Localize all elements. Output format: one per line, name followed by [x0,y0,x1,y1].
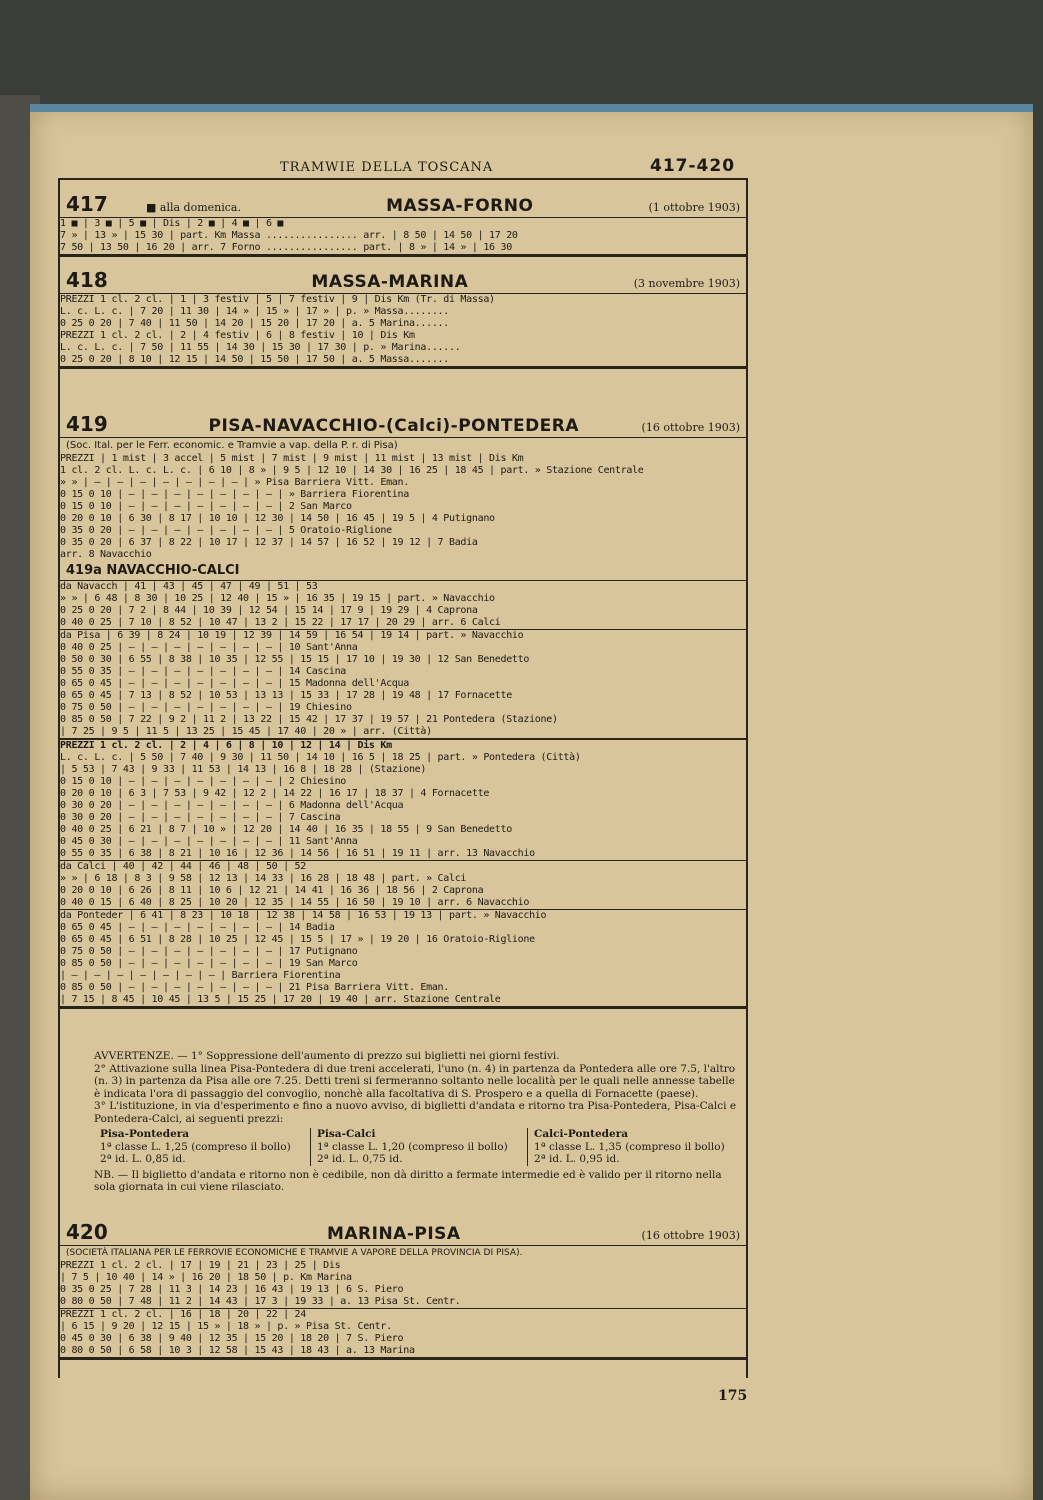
table-row: 0 80 0 50 | 6 58 | 10 3 | 12 58 | 15 43 | 18 43 | a. 13 Marina [60,1345,415,1356]
table-row: | — | — | — | — | — | — | — | Barriera Fiorentina [60,970,341,981]
table-title: MARINA-PISA [326,1224,461,1244]
table-row: | 5 53 | 7 43 | 9 33 | 11 53 | 14 13 | 16 8 | 18 28 | (Stazione) [60,764,427,775]
table-row: 0 20 0 10 | 6 3 | 7 53 | 9 42 | 12 2 | 14 22 | 16 17 | 18 37 | 4 Fornacette [60,788,490,799]
table-row: PREZZI | 1 mist | 3 accel | 5 mist | 7 mist | 9 mist | 11 mist | 13 mist | Dis Km [60,453,524,464]
table-row: 0 55 0 35 | 6 38 | 8 21 | 10 16 | 12 36 | 14 56 | 16 51 | 19 11 | arr. 13 Navacchio [60,848,535,859]
table-row: 0 65 0 45 | — | — | — | — | — | — | — | 14 Badia [60,922,335,933]
table-title: PISA-NAVACCHIO-(Calci)-PONTEDERA [208,416,580,436]
tariff-title: Calci-Pontedera [534,1128,629,1140]
table-row: | 7 15 | 8 45 | 10 45 | 13 5 | 15 25 | 17 20 | 19 40 | arr. Stazione Centrale [60,994,501,1005]
table-row: 0 80 0 50 | 7 48 | 11 2 | 14 43 | 17 3 | 19 33 | a. 13 Pisa St. Centr. [60,1296,461,1307]
table-row: da Ponteder | 6 41 | 8 23 | 10 18 | 12 38 | 14 58 | 16 53 | 19 13 | part. » Navacchio [60,909,746,922]
table-number: 419 [66,412,108,436]
table-date: (16 ottobre 1903) [641,1229,740,1242]
table-418 [60,268,746,369]
tariff-title: Pisa-Pontedera [100,1128,190,1140]
table-row: da Pisa | 6 39 | 8 24 | 10 19 | 12 39 | 14 59 | 16 54 | 19 14 | part. » Navacchio [60,629,746,642]
notes-section [94,1050,744,1194]
tariff-pisa-pontedera [94,1128,310,1166]
note-line: 2° Attivazione sulla linea Pisa-Pontedera di due treni accelerati, l'uno (n. 4) in partenza da Pontedera alle ore 7.5, l'altro (n. 3) in partenza da Pisa alle ore 7.25. Detti treni si fermeranno soltanto nelle località per le quali nelle annesse tabelle è indicata l'ora di passaggio del convoglio, nonchè alla facoltativa di S. Prospero e a quella di Fornacette (paese). [94,1062,736,1100]
table-row: » » | 6 48 | 8 30 | 10 25 | 12 40 | 15 » | 16 35 | 19 15 | part. » Navacchio [60,593,495,604]
table-row: PREZZI 1 cl. 2 cl. | 2 | 4 | 6 | 8 | 10 | 12 | 14 | Dis Km [60,738,746,752]
table-note: ■ alla domenica. [146,201,241,214]
table-number: 417 [66,192,108,216]
company-note: (Soc. Ital. per le Ferr. economic. e Tramvie a vap. della P. r. di Pisa) [66,440,398,451]
table-row: | 7 5 | 10 40 | 14 » | 16 20 | 18 50 | p. Km Marina [60,1272,352,1283]
table-row: 0 40 0 15 | 6 40 | 8 25 | 10 20 | 12 35 | 14 55 | 16 50 | 19 10 | arr. 6 Navacchio [60,897,530,908]
table-date: (3 novembre 1903) [633,277,740,290]
table-row: 0 50 0 30 | 6 55 | 8 38 | 10 35 | 12 55 | 15 15 | 17 10 | 19 30 | 12 San Benedetto [60,654,530,665]
table-419-header [60,412,746,438]
table-row: L. c. L. c. | 7 20 | 11 30 | 14 » | 15 » | 17 » | p. » Massa........ [60,306,449,317]
table-row: da Calci | 40 | 42 | 44 | 46 | 48 | 50 | 52 [60,860,746,873]
table-420 [60,1220,746,1360]
table-row: » » | — | — | — | — | — | — | — | » Pisa Barriera Vitt. Eman. [60,477,409,488]
table-row: 0 20 0 10 | 6 26 | 8 11 | 10 6 | 12 21 | 14 41 | 16 36 | 18 56 | 2 Caprona [60,885,484,896]
table-row: L. c. L. c. | 5 50 | 7 40 | 9 30 | 11 50 | 14 10 | 16 5 | 18 25 | part. » Pontedera (Città) [60,752,581,763]
table-date: (1 ottobre 1903) [648,201,740,214]
table-row: 0 15 0 10 | — | — | — | — | — | — | — | 2 Chiesino [60,776,347,787]
table-row: PREZZI 1 cl. 2 cl. | 16 | 18 | 20 | 22 | 24 [60,1308,746,1321]
table-row: 0 25 0 20 | 7 2 | 8 44 | 10 39 | 12 54 | 15 14 | 17 9 | 19 29 | 4 Caprona [60,605,478,616]
table-row: 0 75 0 50 | — | — | — | — | — | — | — | 19 Chiesino [60,702,352,713]
table-row: 0 15 0 10 | — | — | — | — | — | — | — | » Barriera Fiorentina [60,489,409,500]
table-row: 0 35 0 25 | 7 28 | 11 3 | 14 23 | 16 43 | 19 13 | 6 S. Piero [60,1284,404,1295]
table-417 [60,192,746,257]
table-row: 0 65 0 45 | 7 13 | 8 52 | 10 53 | 13 13 | 15 33 | 17 28 | 19 48 | 17 Fornacette [60,690,512,701]
table-row: 0 25 0 20 | 8 10 | 12 15 | 14 50 | 15 50 | 17 50 | a. 5 Massa....... [60,354,449,365]
table-title: MASSA-MARINA [311,272,469,292]
tariff-table [94,1128,744,1166]
table-row: 7 » | 13 » | 15 30 | part. Km Massa ................ arr. | 8 50 | 14 50 | 17 20 [60,230,518,241]
table-row: 1 ■ | 3 ■ | 5 ■ | Dis | 2 ■ | 4 ■ | 6 ■ [60,218,284,229]
page-number: 175 [718,1388,748,1404]
table-row: 0 35 0 20 | — | — | — | — | — | — | — | 5 Oratoio-Riglione [60,525,392,536]
table-row: 7 50 | 13 50 | 16 20 | arr. 7 Forno ................ part. | 8 » | 14 » | 16 30 [60,242,512,253]
table-row: 0 15 0 10 | — | — | — | — | — | — | — | 2 San Marco [60,501,352,512]
tariff-second: 2ª id. L. 0,95 id. [534,1153,620,1165]
table-row: 0 40 0 25 | 7 10 | 8 52 | 10 47 | 13 2 | 15 22 | 17 17 | 20 29 | arr. 6 Calci [60,617,501,628]
table-417-header [60,192,746,218]
table-row: | 6 15 | 9 20 | 12 15 | 15 » | 18 » | p. » Pisa St. Centr. [60,1321,392,1332]
table-row: 0 55 0 35 | — | — | — | — | — | — | — | 14 Cascina [60,666,347,677]
table-row: 0 65 0 45 | — | — | — | — | — | — | — | 15 Madonna dell'Acqua [60,678,409,689]
table-row: 0 40 0 25 | 6 21 | 8 7 | 10 » | 12 20 | 14 40 | 16 35 | 18 55 | 9 San Benedetto [60,824,512,835]
table-420-header [60,1220,746,1246]
table-row: arr. 8 Navacchio [60,549,152,560]
table-row: 0 35 0 20 | 6 37 | 8 22 | 10 17 | 12 37 | 14 57 | 16 52 | 19 12 | 7 Badia [60,537,478,548]
tariff-title: Pisa-Calci [317,1128,376,1140]
tariff-second: 2ª id. L. 0,75 id. [317,1153,403,1165]
tariff-first: 1ª classe L. 1,25 (compreso il bollo) [100,1140,291,1153]
table-418-header [60,268,746,294]
page-range: 417-420 [650,156,736,176]
table-row: 0 20 0 10 | 6 30 | 8 17 | 10 10 | 12 30 | 14 50 | 16 45 | 19 5 | 4 Putignano [60,513,495,524]
table-row: 0 85 0 50 | — | — | — | — | — | — | — | 21 Pisa Barriera Vitt. Eman. [60,982,449,993]
table-row: » » | 6 18 | 8 3 | 9 58 | 12 13 | 14 33 | 16 28 | 18 48 | part. » Calci [60,873,467,884]
tariff-first: 1ª classe L. 1,35 (compreso il bollo) [534,1140,725,1153]
table-row: 0 45 0 30 | 6 38 | 9 40 | 12 35 | 15 20 | 18 20 | 7 S. Piero [60,1333,404,1344]
table-row: 0 40 0 25 | — | — | — | — | — | — | — | 10 Sant'Anna [60,642,358,653]
table-row: 0 75 0 50 | — | — | — | — | — | — | — | 17 Putignano [60,946,358,957]
subtable-title: 419a NAVACCHIO-CALCI [60,561,746,581]
table-date: (16 ottobre 1903) [641,421,740,434]
company-note: (SOCIETÀ ITALIANA PER LE FERROVIE ECONOMICHE E TRAMVIE A VAPORE DELLA PROVINCIA DI PISA). [66,1248,523,1258]
running-title: TRAMWIE DELLA TOSCANA [280,160,494,175]
tariff-pisa-calci [310,1128,527,1166]
note-nb: NB. — Il biglietto d'andata e ritorno non è cedibile, non dà diritto a fermate intermedie ed è valido per il ritorno nella sola giornata in cui viene rilasciato. [94,1168,722,1193]
table-row: da Navacch | 41 | 43 | 45 | 47 | 49 | 51 | 53 [60,581,318,592]
table-row: PREZZI 1 cl. 2 cl. | 1 | 3 festiv | 5 | 7 festiv | 9 | Dis Km (Tr. di Massa) [60,294,495,305]
note-line: AVVERTENZE. — 1° Soppressione dell'aumento di prezzo sui biglietti nei giorni festivi. [94,1050,560,1062]
table-row: | 7 25 | 9 5 | 11 5 | 13 25 | 15 45 | 17 40 | 20 » | arr. (Città) [60,726,432,737]
table-row: 0 30 0 20 | — | — | — | — | — | — | — | 6 Madonna dell'Acqua [60,800,404,811]
table-row: PREZZI 1 cl. 2 cl. | 17 | 19 | 21 | 23 | 25 | Dis [60,1260,341,1271]
table-row: 0 65 0 45 | 6 51 | 8 28 | 10 25 | 12 45 | 15 5 | 17 » | 19 20 | 16 Oratoio-Riglione [60,934,535,945]
table-title: MASSA-FORNO [386,196,534,216]
tariff-calci-pontedera [527,1128,744,1166]
table-number: 420 [66,1220,108,1244]
tariff-first: 1ª classe L. 1,20 (compreso il bollo) [317,1140,508,1153]
table-row: 0 25 0 20 | 7 40 | 11 50 | 14 20 | 15 20 | 17 20 | a. 5 Marina...... [60,318,449,329]
table-row: 0 85 0 50 | — | — | — | — | — | — | — | 19 San Marco [60,958,358,969]
note-line: 3° L'istituzione, in via d'esperimento e fino a nuovo avviso, di biglietti d'andata e ritorno tra Pisa-Pontedera, Pisa-Calci e Pontedera-Calci, ai seguenti prezzi: [94,1100,737,1125]
table-row: PREZZI 1 cl. 2 cl. | 2 | 4 festiv | 6 | 8 festiv | 10 | Dis Km [60,330,415,341]
table-row: L. c. L. c. | 7 50 | 11 55 | 14 30 | 15 30 | 17 30 | p. » Marina...... [60,342,461,353]
table-row: 0 85 0 50 | 7 22 | 9 2 | 11 2 | 13 22 | 15 42 | 17 37 | 19 57 | 21 Pontedera (Stazione) [60,714,558,725]
table-row: 1 cl. 2 cl. L. c. L. c. | 6 10 | 8 » | 9 5 | 12 10 | 14 30 | 16 25 | 18 45 | part. » Stazione Centrale [60,465,644,476]
table-number: 418 [66,268,108,292]
table-row: 0 30 0 20 | — | — | — | — | — | — | — | 7 Cascina [60,812,341,823]
table-419 [60,412,746,1009]
tariff-second: 2ª id. L. 0,85 id. [100,1153,186,1165]
table-row: 0 45 0 30 | — | — | — | — | — | — | — | 11 Sant'Anna [60,836,358,847]
